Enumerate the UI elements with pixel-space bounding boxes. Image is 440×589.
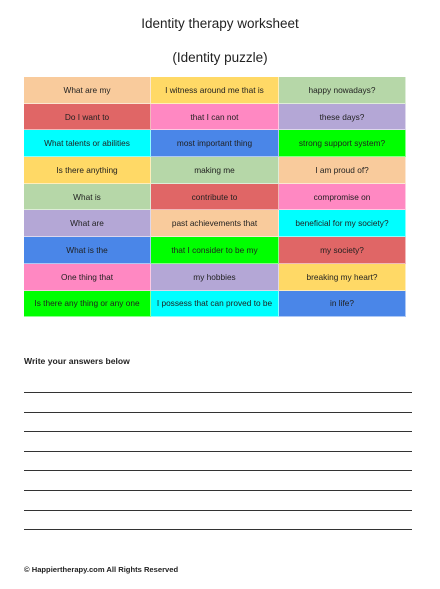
- puzzle-piece: beneficial for my society?: [279, 210, 406, 237]
- puzzle-piece: compromise on: [279, 184, 406, 211]
- answer-line[interactable]: [24, 470, 412, 471]
- puzzle-piece: What are my: [24, 77, 151, 104]
- answers-prompt: Write your answers below: [24, 356, 130, 366]
- answer-line[interactable]: [24, 529, 412, 530]
- puzzle-piece: strong support system?: [279, 130, 406, 157]
- puzzle-piece: in life?: [279, 291, 406, 318]
- puzzle-piece: these days?: [279, 104, 406, 131]
- answer-line[interactable]: [24, 392, 412, 393]
- puzzle-piece: contribute to: [151, 184, 279, 211]
- puzzle-piece: Is there any thing or any one: [24, 291, 151, 318]
- puzzle-piece: What is: [24, 184, 151, 211]
- answer-line[interactable]: [24, 412, 412, 413]
- puzzle-piece: breaking my heart?: [279, 264, 406, 291]
- puzzle-piece: Is there anything: [24, 157, 151, 184]
- puzzle-piece: past achievements that: [151, 210, 279, 237]
- puzzle-piece: What are: [24, 210, 151, 237]
- answer-line[interactable]: [24, 510, 412, 511]
- puzzle-piece: What talents or abilities: [24, 130, 151, 157]
- puzzle-piece: my hobbies: [151, 264, 279, 291]
- worksheet-subtitle: (Identity puzzle): [172, 50, 268, 65]
- puzzle-piece: making me: [151, 157, 279, 184]
- answer-line[interactable]: [24, 451, 412, 452]
- puzzle-piece: most important thing: [151, 130, 279, 157]
- puzzle-piece: What is the: [24, 237, 151, 264]
- puzzle-piece: that I consider to be my: [151, 237, 279, 264]
- puzzle-piece: I am proud of?: [279, 157, 406, 184]
- puzzle-piece: I possess that can proved to be: [151, 291, 279, 318]
- puzzle-piece: One thing that: [24, 264, 151, 291]
- answer-line[interactable]: [24, 490, 412, 491]
- puzzle-piece: my society?: [279, 237, 406, 264]
- worksheet-title: Identity therapy worksheet: [141, 16, 299, 31]
- puzzle-piece: Do I want to: [24, 104, 151, 131]
- puzzle-piece: I witness around me that is: [151, 77, 279, 104]
- identity-puzzle-grid: [24, 77, 406, 317]
- copyright-footer: © Happiertherapy.com All Rights Reserved: [24, 565, 179, 574]
- answer-line[interactable]: [24, 431, 412, 432]
- puzzle-piece: happy nowadays?: [279, 77, 406, 104]
- puzzle-piece: that I can not: [151, 104, 279, 131]
